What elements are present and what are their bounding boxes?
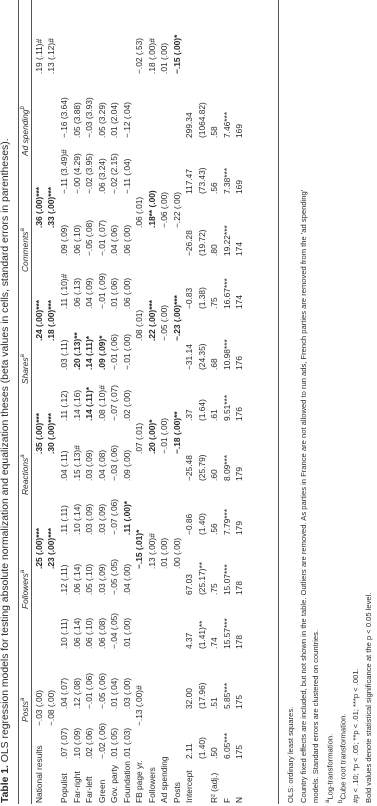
table-cell: 178 [234, 581, 244, 595]
table-cell: .10 (.14) [71, 503, 82, 535]
table-cell: .05 (3.88) [71, 102, 82, 138]
table-cell: −.08 (.00) [46, 689, 56, 726]
table-cell: −.03 (3.93) [84, 97, 94, 138]
table-cell: .03 (.09) [84, 449, 94, 481]
table-cell: (24.35) [196, 343, 207, 370]
table-note: OLS: ordinary least squares. [286, 706, 295, 803]
table-cell: −0.86 [184, 513, 194, 535]
table-cell: .68 [209, 358, 219, 370]
table-cell: −.02 (.53) [134, 37, 144, 74]
table-cell: −.13 (.00)# [134, 685, 144, 726]
table-cell: −.06 (.00) [159, 191, 169, 228]
table-cell: .01 (.04) [109, 677, 119, 709]
table-cell: (1.40) [196, 737, 207, 759]
table-cell: .03 (.11) [59, 339, 69, 370]
table-cell: .03 (.09) [96, 563, 107, 595]
table-cell: .20 (.13)** [71, 332, 82, 370]
table-cell: −.15 (.00)* [171, 34, 182, 74]
table-cell: .10 (.09) [71, 727, 82, 759]
table-cell: .09 (.00) [121, 449, 132, 481]
table-note: $^b$Cube root transformation. [338, 713, 348, 803]
row-label: Far-left [84, 776, 94, 803]
table-cell: .19 (.11)# [34, 38, 44, 74]
row-label: FB page yr. [134, 760, 144, 803]
table-cell: 176 [234, 356, 244, 370]
table-cell: .11 (.10)# [59, 273, 69, 309]
table-cell: .09 (.09) [59, 224, 69, 256]
row-label: Foundation [121, 761, 132, 803]
table-cell: .61 [209, 409, 219, 421]
table-cell: .06 (.01) [134, 196, 144, 228]
table-cell: 175 [234, 745, 244, 759]
table-cell: .14 (.11)* [84, 387, 94, 421]
table-cell: 7.79*** [221, 508, 232, 535]
table-cell: .20 (.00)* [146, 419, 157, 454]
table-cell: 15.07*** [221, 564, 232, 595]
table-cell: 117.47 [184, 169, 194, 194]
table-cell: 175 [234, 695, 244, 709]
table-cell: −.01 (.09) [96, 272, 107, 309]
table-cell: .60 [209, 469, 219, 481]
table-cell: −.11 (.04) [121, 158, 132, 194]
table-cell: −.00 (4.29) [71, 153, 82, 194]
table-cell: .58 [209, 126, 219, 138]
table-cell: 32.00 [184, 688, 194, 709]
table-cell: .04 (.06) [109, 224, 119, 256]
table-cell: .11 (.11) [59, 505, 69, 535]
row-label: Far-right [71, 771, 82, 803]
table-cell: .01 (.00) [121, 617, 132, 649]
table-cell: .07 (.01) [134, 422, 144, 454]
table-cell: 7.38*** [221, 167, 232, 194]
table-cell: 179 [234, 467, 244, 481]
table-cell: 10.98*** [221, 339, 232, 370]
table-cell: −25.48 [184, 455, 194, 481]
table-cell: −.16 (3.64) [59, 97, 69, 138]
table-cell: 2.11 [184, 743, 194, 759]
row-label: National results [34, 745, 44, 803]
table-cell: (19.72) [196, 229, 207, 256]
table-cell: 179 [234, 521, 244, 535]
table-cell: .11 (.00)* [121, 501, 132, 535]
table-cell: .33 (.00)*** [46, 187, 56, 228]
table-cell: .00 (.00) [171, 537, 182, 569]
table-cell: .15 (.13)# [71, 445, 82, 481]
table-cell: 176 [234, 407, 244, 421]
table-cell: .12 (.11) [59, 564, 69, 595]
table-cell: (1.40) [196, 513, 207, 535]
table-cell: .02 (.06) [84, 727, 94, 759]
row-label: Green [96, 779, 107, 803]
table-cell: .06 (.14) [71, 563, 82, 595]
column-header-ad-spending: Ad spending$^b$ [20, 106, 30, 156]
table-cell: .09 (.09)* [96, 335, 107, 370]
table-cell: −.01 (.00) [159, 417, 169, 454]
column-header-shares: Shares$^a$ [20, 354, 30, 384]
table-cell: .36 (.00)*** [34, 187, 44, 228]
table-cell: −.02 (3.95) [84, 153, 94, 194]
table-cell: 7.46*** [221, 111, 232, 138]
table-cell: .10 (.11) [59, 618, 69, 649]
table-cell: .07 (.07) [59, 727, 69, 759]
table-label: Table 1. [0, 765, 11, 803]
table-cell: .01 (.06) [109, 277, 119, 309]
table-cell: .03 (.09) [96, 503, 107, 535]
table-cell: .03 (.09) [84, 503, 94, 535]
table-cell: .14 (.16) [71, 389, 82, 421]
table-cell: .06 (.13) [71, 277, 82, 309]
table-cell: .03 (.00) [121, 677, 132, 709]
row-label: F [221, 797, 232, 803]
table-cell: −.01 (.07) [96, 219, 107, 256]
table-note: models. Standard errors are clustered on countries. [311, 629, 320, 803]
table-cell: .06 (.10) [84, 617, 94, 649]
table-cell: .25 (.00)*** [34, 528, 44, 569]
table-cell: (1064.82) [196, 102, 207, 138]
table-cell: 178 [234, 635, 244, 649]
table-cell: .37 [184, 409, 194, 421]
table-cell: 8.09*** [221, 454, 232, 481]
row-label: Followers [146, 767, 157, 803]
table-cell: −.07 (.07) [109, 384, 119, 421]
table-cell: .30 (.00)*** [46, 413, 56, 454]
table-cell: −31.14 [184, 344, 194, 370]
table-cell: −.05 (.08) [84, 219, 94, 256]
column-header-comments: Comments$^a$ [20, 228, 30, 272]
table-cell: −.11 (3.49)# [59, 149, 69, 194]
table-cell: 169 [234, 124, 244, 138]
table-cell: 169 [234, 180, 244, 194]
table-cell: .13 (.12)# [46, 38, 56, 74]
row-label: Populist [59, 773, 69, 803]
table-cell: .06 (.08) [96, 617, 107, 649]
table-cell: .18 (.00)*** [46, 300, 56, 341]
table-cell: .74 [209, 637, 219, 649]
table-cell: −.07 (.06) [109, 498, 119, 535]
table-cell: −.05 (.05) [109, 558, 119, 595]
table-cell: 9.51*** [221, 394, 232, 421]
table-cell: .14 (.11)* [84, 336, 94, 370]
row-label: Gov. party [109, 764, 119, 803]
table-cell: .24 (.00)*** [34, 300, 44, 341]
table-cell: (1.41)** [196, 620, 207, 649]
table-cell: 16.67*** [221, 278, 232, 309]
table-cell: 174 [234, 295, 244, 309]
table-cell: .11 (.12) [59, 390, 69, 421]
table-cell: −.22 (.00) [171, 191, 182, 228]
table-cell: −0.83 [184, 287, 194, 309]
table-cell: .35 (.00)*** [34, 413, 44, 454]
table-cell: (25.79) [196, 454, 207, 481]
table-cell: (73.43) [196, 167, 207, 194]
table-cell: .01 (.03) [121, 727, 132, 759]
table-cell: .01 (.05) [109, 727, 119, 759]
table-cell: .06 (.10) [71, 224, 82, 256]
table-cell: −.02 (2.15) [109, 153, 119, 194]
table-cell: −.03 (.06) [109, 444, 119, 481]
table-cell: .04 (.07) [59, 677, 69, 709]
table-cell: .05 (.10) [84, 563, 94, 595]
table-cell: .04 (.11) [59, 450, 69, 481]
table-note: $^a$Log-transformation. [325, 733, 335, 803]
column-header-followers: Followers$^a$ [20, 569, 30, 609]
table-cell: .01 (.00) [159, 42, 169, 74]
row-label: N [234, 796, 244, 803]
table-cell: (25.17)** [196, 561, 207, 595]
table-cell: −26.28 [184, 230, 194, 256]
table-note: Bold values denote statistical significance at the p < 0.05 level. [364, 592, 373, 803]
table-cell: 67.03 [184, 574, 194, 595]
table-title: OLS regression models for testing absolute normalization and equalization theses (beta values in cells, standard errors in parentheses). [0, 138, 11, 763]
table-cell: (17.96) [196, 682, 207, 709]
table-cell: .05 (3.29) [96, 102, 107, 138]
table-cell: 299.34 [184, 112, 194, 138]
table-cell: −.01 (.06) [84, 672, 94, 709]
table-cell: .08 (.01) [134, 309, 144, 341]
table-cell: (1.38) [196, 287, 207, 309]
table-cell: (1.64) [196, 399, 207, 421]
table-cell: .06 (.00) [121, 224, 132, 256]
table-note: #p < .10; *p < .05; **p < .01; ***p < .001. [351, 668, 360, 803]
table-cell: .12 (.08) [71, 677, 82, 709]
table-cell: 15.57*** [221, 618, 232, 649]
table-cell: .02 (.00) [121, 389, 132, 421]
table-cell: .23 (.00)*** [46, 528, 56, 569]
table-cell: .18 (.00)# [146, 38, 157, 74]
table-cell: −.04 (.05) [109, 612, 119, 649]
table-cell: .01 (2.04) [109, 102, 119, 138]
table-cell: −.23 (.00)*** [171, 295, 182, 341]
table-cell: −.02 (.06) [96, 722, 107, 759]
header-rule [31, 0, 32, 804]
table-cell: .56 [209, 182, 219, 194]
table-note: Country fixed effects are included, but not shown in the table. Outliers are removed. As parties in France are not allowed to run ads, French parties are removed from the 'ad spending' [299, 189, 308, 803]
row-label: R² (adj.) [209, 772, 219, 803]
table-cell: .04 (.00) [121, 563, 132, 595]
table-cell: .56 [209, 523, 219, 535]
table-cell: .04 (.09) [84, 277, 94, 309]
bottom-rule [278, 0, 279, 804]
table-cell: −.12 (.04) [121, 101, 132, 138]
table-cell: −.03 (.00) [34, 689, 44, 726]
table-cell: −.18 (.00)** [171, 411, 182, 454]
top-rule [18, 0, 19, 804]
table-cell: .06 (.14) [71, 617, 82, 649]
row-label: Posts [171, 782, 182, 803]
table-cell: 5.85*** [221, 682, 232, 709]
table-cell: .18** (.00) [146, 190, 157, 228]
table-cell: .06 (.00) [121, 277, 132, 309]
table-cell: 6.05*** [221, 732, 232, 759]
table-cell: 4.37 [184, 632, 194, 649]
table-caption [0, 138, 11, 803]
table-cell: .75 [209, 583, 219, 595]
table-cell: 174 [234, 242, 244, 256]
table-cell: −.05 (.00) [159, 304, 169, 341]
table-cell: .80 [209, 244, 219, 256]
table-cell: .06 (3.24) [96, 158, 107, 194]
table-cell: .13 (.00)# [146, 533, 157, 569]
table-cell: .75 [209, 297, 219, 309]
table-cell: .04 (.08) [96, 449, 107, 481]
table-cell: .01 (.00) [159, 537, 169, 569]
table-cell: −.15 (.01)* [134, 529, 144, 569]
table-cell: .22 (.00)*** [146, 300, 157, 341]
table-cell: −.01 (.00) [121, 333, 132, 370]
row-label: Ad spending [159, 756, 169, 803]
row-label: Intercept [184, 770, 194, 803]
table-cell: 19.22*** [221, 225, 232, 256]
column-header-posts: Posts$^a$ [20, 697, 30, 722]
table-cell: −.05 (.06) [96, 672, 107, 709]
table-cell: .50 [209, 747, 219, 759]
column-header-reactions: Reactions$^a$ [20, 454, 30, 495]
table-cell: −.01 (.06) [109, 333, 119, 370]
table-cell: .08 (.10)# [96, 385, 107, 421]
table-cell: .51 [209, 697, 219, 709]
